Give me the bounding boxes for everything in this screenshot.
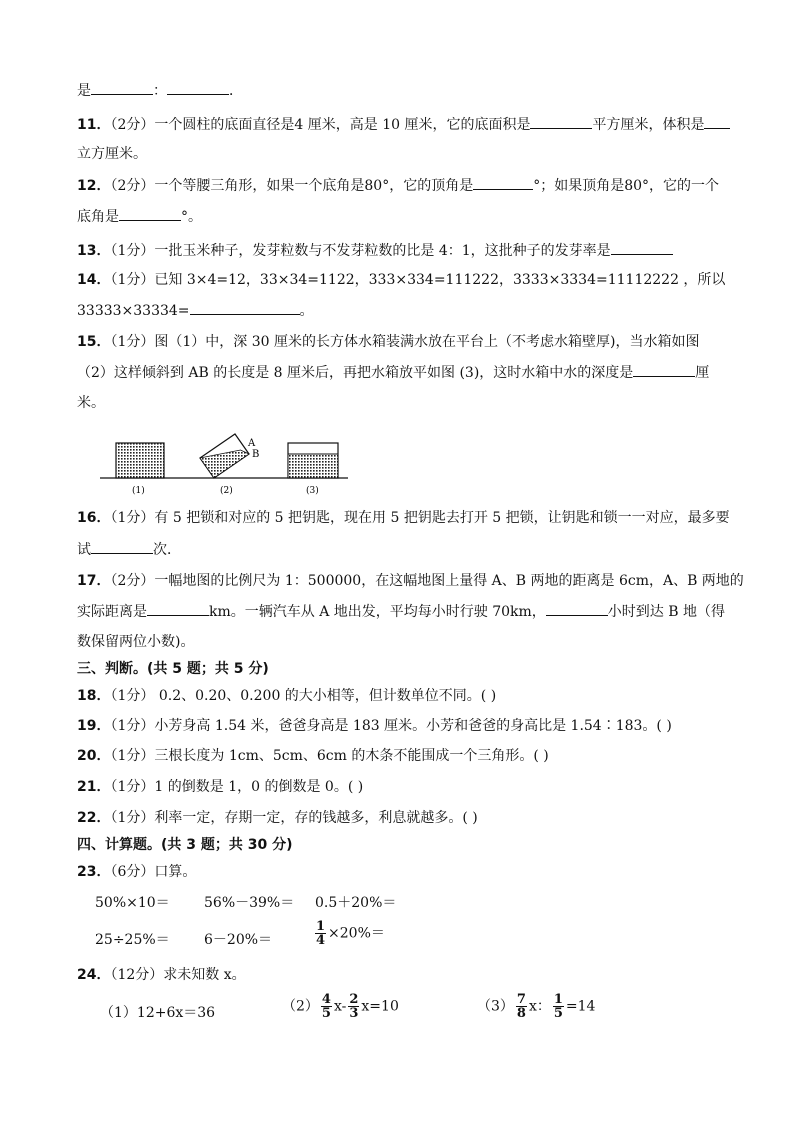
q12-text-1: （2分）一个等腰三角形，如果一个底角是80°，它的顶角是: [110, 178, 474, 194]
q14-number: 14．: [77, 272, 111, 288]
q23-text: （6分）口算。: [110, 864, 197, 880]
q23-item-4: 25÷25%＝: [95, 932, 170, 948]
section-4-heading: 四、计算题。(共 3 题；共 30 分): [77, 837, 293, 853]
point-b-label: B: [252, 449, 260, 460]
q11-line-1: [77, 114, 730, 135]
q13-line: [77, 240, 673, 261]
q18-text: （1分） 0.2、0.20、0.200 的大小相等，但计数单位不同。( ): [110, 688, 497, 704]
q13-blank[interactable]: [611, 240, 673, 255]
q15-line-2: [77, 362, 709, 383]
fraction-numerator: 2: [349, 992, 359, 1007]
q18-line: [77, 686, 496, 706]
q20-text: （1分）三根长度为 1cm、5cm、6cm 的木条不能围成一个三角形。( ): [110, 748, 549, 764]
q24-p3-fraction-2: [553, 993, 564, 1020]
q21-line: [77, 777, 363, 797]
q15-blank[interactable]: [633, 362, 695, 377]
q15-text-1: （1分）图（1）中，深 30 厘米的长方体水箱装满水放在平台上（不考虑水箱壁厚)，当水箱如图: [110, 334, 700, 350]
q15-figures: [100, 428, 360, 498]
q24-p2-fraction-2: [348, 993, 359, 1020]
q15-text-2: （2）这样倾斜到 AB 的长度是 8 厘米后，再把水箱放平如图 (3)，这时水箱中水的深度是: [77, 365, 634, 381]
q12-text-4: °。: [181, 209, 202, 225]
figure-3-label: (3): [306, 486, 319, 496]
q12-text-2: °；如果顶角是80°，它的一个: [533, 178, 720, 194]
q12-blank-1[interactable]: [473, 175, 533, 190]
q13-number: 13．: [77, 243, 111, 259]
fraction-numerator: 1: [553, 992, 563, 1007]
q24-part-3: [477, 993, 595, 1020]
q24-p2-minus: -: [341, 998, 347, 1015]
q15-line-3: [77, 393, 105, 413]
q23-number: 23．: [77, 864, 111, 880]
fraction-denominator: 5: [321, 1006, 331, 1021]
q23-item-3: 0.5＋20%＝: [315, 895, 397, 911]
q21-number: 21．: [77, 779, 111, 795]
q17-number: 17．: [77, 573, 111, 589]
tank-2: [200, 434, 249, 478]
figure-2-label: (2): [220, 486, 233, 496]
q17-text-3: km。一辆汽车从 A 地出发，平均每小时行驶 70km，: [209, 604, 546, 620]
q19-number: 19．: [77, 718, 111, 734]
q14-line-1: [77, 270, 725, 290]
q17-text-2: 实际距离是: [77, 604, 147, 620]
q24-p2-fraction-1: [321, 993, 332, 1020]
q14-text-1: （1分）已知 3×4=12，33×34=1122，333×334=111222，3333×3334=11112222 ，所以: [110, 272, 726, 288]
q12-text-3: 底角是: [77, 209, 119, 225]
fraction-denominator: 4: [316, 933, 326, 948]
q20-number: 20．: [77, 748, 111, 764]
q12-blank-2[interactable]: [119, 206, 181, 221]
q22-number: 22．: [77, 810, 111, 826]
q14-blank[interactable]: [190, 300, 300, 315]
q22-line: [77, 808, 478, 828]
q24-part-3-tail: =14: [565, 998, 596, 1015]
q12-number: 12．: [77, 178, 111, 194]
q15-text-3: 厘: [695, 365, 710, 381]
q14-text-3: 。: [299, 303, 314, 319]
q23-line: [77, 862, 196, 882]
q17-blank-2[interactable]: [546, 601, 608, 616]
q19-text: （1分）小芳身高 1.54 米，爸爸身高是 183 厘米。小芳和爸爸的身高比是 1.54∶183。( ): [110, 718, 672, 734]
q24-part-2-tail: x=10: [361, 998, 399, 1015]
q15-text-4: 米。: [77, 395, 105, 411]
q23-fraction: [315, 920, 326, 947]
fraction-denominator: 8: [516, 1006, 526, 1021]
q12-line-1: [77, 175, 719, 196]
q16-line-2: [77, 539, 181, 560]
q17-text-4: 小时到达 B 地（得: [607, 604, 725, 620]
q16-line-1: [77, 508, 730, 528]
q17-line-3: [77, 632, 194, 652]
q23-item-6: [313, 920, 385, 947]
q15-line-1: [77, 332, 699, 352]
q11-text-1: （2分）一个圆柱的底面直径是4 厘米，高是 10 厘米，它的底面积是: [110, 117, 531, 133]
fraction-numerator: 1: [316, 919, 326, 934]
q21-text: （1分）1 的倒数是 1，0 的倒数是 0。( ): [110, 779, 364, 795]
q12-line-2: [77, 206, 202, 227]
q17-blank-1[interactable]: [147, 601, 209, 616]
q16-blank[interactable]: [91, 539, 153, 554]
q23-item-6-text: ×20%＝: [328, 925, 385, 942]
q23-item-5: 6－20%＝: [204, 932, 273, 948]
q15-number: 15．: [77, 334, 111, 350]
q11-blank-1[interactable]: [530, 114, 592, 129]
q22-text: （1分）利率一定，存期一定，存的钱越多，利息就越多。( ): [110, 810, 478, 826]
fraction-denominator: 3: [349, 1006, 359, 1021]
q24-p3-fraction-1: [516, 993, 527, 1020]
q11-blank-2[interactable]: [704, 114, 730, 129]
q18-number: 18．: [77, 688, 111, 704]
fraction-numerator: 4: [321, 992, 331, 1007]
q11-text-2: 平方厘米，体积是: [592, 117, 705, 133]
figure-1-label: (1): [132, 486, 145, 496]
q10-colon: ：: [153, 83, 167, 99]
q23-item-2: 56%－39%＝: [204, 895, 295, 911]
q16-text-2: 试: [77, 542, 91, 558]
q23-item-1: 50%×10＝: [95, 895, 170, 911]
q17-text-5: 数保留两位小数)。: [77, 634, 195, 650]
q14-line-2: [77, 300, 314, 321]
q11-text-3: 立方厘米。: [77, 146, 147, 162]
tank-1: [116, 443, 164, 478]
q10-blank-1[interactable]: [91, 80, 153, 95]
q16-number: 16．: [77, 510, 111, 526]
q24-part-2: [282, 993, 399, 1020]
q20-line: [77, 746, 549, 766]
q19-line: [77, 716, 672, 736]
q10-blank-2[interactable]: [167, 80, 229, 95]
q16-text-3: 次．: [153, 542, 181, 558]
point-a-label: A: [248, 438, 256, 449]
q24-number: 24．: [77, 967, 111, 983]
tank-3-water: [288, 454, 338, 478]
q10-period: ．: [229, 83, 243, 99]
q14-text-2: 33333×33334=: [77, 303, 190, 319]
q17-text-1: （2分）一幅地图的比例尺为 1：500000，在这幅地图上量得 A、B 两地的距离是 6cm，A、B 两地的: [110, 573, 744, 589]
q24-part-3-label: （3）: [477, 998, 514, 1015]
section-3-heading: 三、判断。(共 5 题；共 5 分): [77, 661, 269, 677]
q24-p3-x: x：: [528, 998, 551, 1015]
q10-tail: [77, 80, 243, 101]
q11-line-2: [77, 144, 147, 164]
fraction-denominator: 5: [553, 1006, 563, 1021]
q13-text: （1分）一批玉米种子，发芽粒数与不发芽粒数的比是 4：1，这批种子的发芽率是: [110, 243, 611, 259]
q24-part-2-label: （2）: [282, 998, 319, 1015]
q24-part-1: （1）12+6x＝36: [100, 1005, 216, 1021]
q11-number: 11．: [77, 117, 111, 133]
q17-line-1: [77, 571, 744, 591]
q10-prefix: 是: [77, 83, 91, 99]
q17-line-2: [77, 601, 725, 622]
fraction-numerator: 7: [516, 992, 526, 1007]
q24-p2-x: x: [333, 998, 342, 1015]
q16-text-1: （1分）有 5 把锁和对应的 5 把钥匙，现在用 5 把钥匙去打开 5 把锁，让钥匙和锁一一对应，最多要: [110, 510, 730, 526]
q24-text: （12分）求未知数 x。: [110, 967, 246, 983]
q24-line: [77, 965, 246, 985]
